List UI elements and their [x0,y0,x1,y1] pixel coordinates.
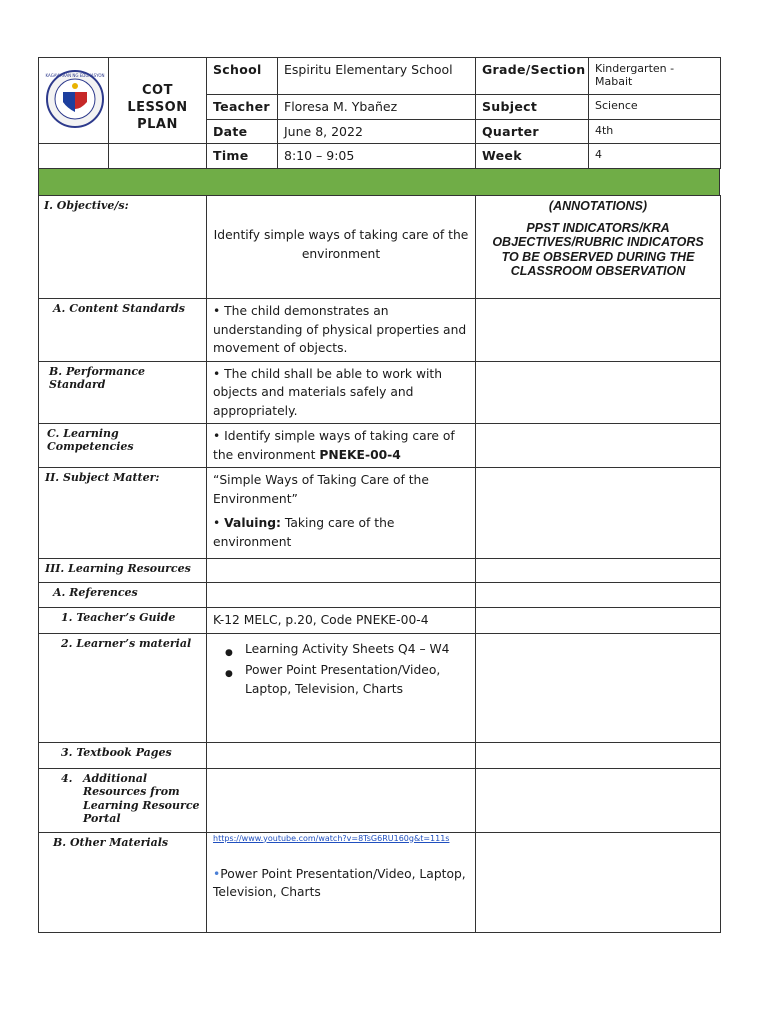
svg-text:KAGAWARAN NG EDUKASYON: KAGAWARAN NG EDUKASYON [45,73,105,78]
date-label: Date [207,120,278,144]
date-value: June 8, 2022 [278,120,476,144]
quarter-value: 4th [589,120,721,144]
annotations-cell [476,196,721,299]
other-materials-text: •Power Point Presentation/Video, Laptop, Television, Charts [213,866,466,899]
grade-value: Kindergarten - Mabait [589,58,721,95]
other-materials-cell [207,832,476,932]
competencies-text: • Identify simple ways of taking care of the environment PNEKE-00-4 [207,424,476,468]
performance-standard-label: B. Performance Standard [39,361,207,424]
subject-value: Science [589,95,721,120]
week-value: 4 [589,144,721,169]
subject-label: Subject [476,95,589,120]
subject-matter-cell [207,468,476,559]
subject-matter-text: “Simple Ways of Taking Care of the Environment” [213,473,429,506]
additional-resources-cell: 4. Additional Resources from Learning Resource Portal [39,768,207,832]
content-standards-text: • The child demonstrates an understanding of physical properties and movement of objects. [207,299,476,362]
objective-text: Identify simple ways of taking care of the environment [207,196,476,299]
teacher-value: Floresa M. Ybañez [278,95,476,120]
school-label: School [207,58,278,95]
learners-material-list [207,633,476,742]
annotations-body: PPST INDICATORS/KRA OBJECTIVES/RUBRIC INDICATORS TO BE OBSERVED DURING THE CLASSROOM OBSERVATION [492,220,704,278]
teachers-guide-text: K-12 MELC, p.20, Code PNEKE-00-4 [207,608,476,634]
other-materials-label: B. Other Materials [39,832,207,932]
body-table [38,195,721,933]
learning-resources-label: III. Learning Resources [39,559,207,583]
competency-code: PNEKE-00-4 [319,447,401,462]
title-cell [109,58,207,144]
references-label: A. References [39,583,207,608]
time-value: 8:10 – 9:05 [278,144,476,169]
youtube-link[interactable]: https://www.youtube.com/watch?v=8TsG6RU160g&t=111s [213,833,450,843]
section-band [38,169,720,195]
learners-material-label: 2. Learner’s material [39,633,207,742]
page-title: COT LESSON PLAN [127,83,188,132]
grade-label: Grade/Section [476,58,589,95]
list-item: ● Learning Activity Sheets Q4 – W4 [213,640,469,659]
week-label: Week [476,144,589,169]
quarter-label: Quarter [476,120,589,144]
competencies-label: C. Learning Competencies [39,424,207,468]
objective-label: I. Objective/s: [39,196,207,299]
subject-matter-label: II. Subject Matter: [39,468,207,559]
teacher-label: Teacher [207,95,278,120]
header-table [38,57,721,169]
teachers-guide-label: 1. Teacher’s Guide [39,608,207,634]
list-item: ● Power Point Presentation/Video, Laptop, Television, Charts [213,661,469,698]
seal-cell [39,58,109,144]
time-label: Time [207,144,278,169]
performance-standard-text: • The child shall be able to work with objects and materials safely and appropriately. [207,361,476,424]
additional-resources-label: Additional Resources from Learning Resource Portal [83,771,200,825]
lesson-plan-document [38,57,720,933]
deped-seal-icon [45,68,105,130]
annotations-title: (ANNOTATIONS) [548,199,648,213]
textbook-pages-label: 3. Textbook Pages [39,742,207,768]
school-value: Espiritu Elementary School [278,58,476,95]
valuing-text: • Valuing: Taking care of the environment [213,516,395,549]
content-standards-label: A. Content Standards [39,299,207,362]
